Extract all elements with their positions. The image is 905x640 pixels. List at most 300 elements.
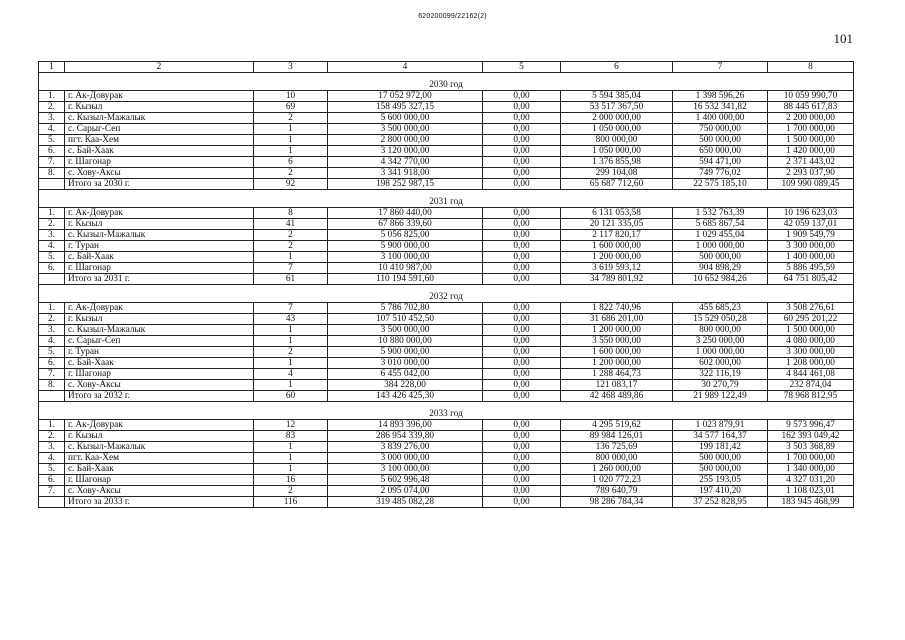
table-cell: 3 550 000,00 (561, 336, 673, 347)
table-cell: 5 685 867,54 (673, 219, 768, 230)
table-cell: с. Хову-Аксы (65, 486, 254, 497)
table-cell: 42 059 137,01 (768, 219, 854, 230)
table-cell: 199 181,42 (673, 442, 768, 453)
table-cell: 107 510 452,50 (328, 314, 483, 325)
table-cell: 4 (254, 369, 328, 380)
table-cell: 2 293 037,90 (768, 168, 854, 179)
table-cell: 17 052 972,00 (328, 91, 483, 102)
table-cell: с. Бай-Хаак (65, 358, 254, 369)
table-cell: 0,00 (483, 380, 561, 391)
table-cell: 3 500 000,00 (328, 124, 483, 135)
table-cell: 34 577 164,37 (673, 431, 768, 442)
table-cell: 2 (254, 230, 328, 241)
table-cell: 299 104,08 (561, 168, 673, 179)
table-cell: 1 500 000,00 (768, 325, 854, 336)
table-cell: 0,00 (483, 113, 561, 124)
table-cell: г. Ак-Довурак (65, 420, 254, 431)
table-cell: 10 196 623,03 (768, 208, 854, 219)
table-cell: 1 050 000,00 (561, 146, 673, 157)
table-cell: 5 900 000,00 (328, 347, 483, 358)
table-cell: 500 000,00 (673, 464, 768, 475)
table-cell: 4. (39, 453, 65, 464)
table-cell: с. Кызыл-Мажалык (65, 442, 254, 453)
table-cell: 1 500 000,00 (768, 135, 854, 146)
table-cell: 0,00 (483, 102, 561, 113)
total-cell: 116 (254, 497, 328, 508)
table-cell: 4. (39, 241, 65, 252)
total-cell: Итого за 2030 г. (65, 179, 254, 190)
table-cell: 5 786 702,80 (328, 303, 483, 314)
table-cell: 5. (39, 135, 65, 146)
table-cell: 2 371 443,02 (768, 157, 854, 168)
table-cell: 12 (254, 420, 328, 431)
total-cell: 0,00 (483, 179, 561, 190)
table-cell: 1 376 855,98 (561, 157, 673, 168)
total-row (39, 497, 854, 508)
table-cell: 0,00 (483, 442, 561, 453)
table-cell: 5 594 385,04 (561, 91, 673, 102)
table-cell: 255 193,05 (673, 475, 768, 486)
total-cell: 319 485 082,28 (328, 497, 483, 508)
table-cell: г. Кызыл (65, 431, 254, 442)
table-cell: 1 (254, 336, 328, 347)
table-cell: 0,00 (483, 486, 561, 497)
table-cell: 3 300 000,00 (768, 241, 854, 252)
table-row (39, 219, 854, 230)
table-cell: г. Шагонар (65, 263, 254, 274)
table-cell: 2 (254, 168, 328, 179)
table-cell: 4 080 000,00 (768, 336, 854, 347)
total-row (39, 274, 854, 285)
table-cell: 1 260 000,00 (561, 464, 673, 475)
table-cell: 88 445 617,83 (768, 102, 854, 113)
table-cell: 2 000 000,00 (561, 113, 673, 124)
table-cell: 7. (39, 486, 65, 497)
table-cell: 455 685,23 (673, 303, 768, 314)
table-cell: 8. (39, 380, 65, 391)
table-row (39, 431, 854, 442)
table-cell: 1. (39, 303, 65, 314)
table-cell: 67 866 339,60 (328, 219, 483, 230)
total-cell: 143 426 425,30 (328, 391, 483, 402)
table-row (39, 369, 854, 380)
table-cell: 1 909 549,79 (768, 230, 854, 241)
table-cell: 1 (254, 464, 328, 475)
column-header: 6 (561, 62, 673, 73)
table-row (39, 325, 854, 336)
table-row (39, 303, 854, 314)
table-cell: 3. (39, 442, 65, 453)
table-cell: 89 984 126,01 (561, 431, 673, 442)
total-cell: Итого за 2031 г. (65, 274, 254, 285)
table-cell: 3 619 593,12 (561, 263, 673, 274)
table-cell: 1 029 455,04 (673, 230, 768, 241)
table-cell: с. Хову-Аксы (65, 168, 254, 179)
total-cell (39, 179, 65, 190)
table-cell: 20 121 335,05 (561, 219, 673, 230)
table-cell: 0,00 (483, 219, 561, 230)
table-cell: с. Сарыг-Сеп (65, 124, 254, 135)
table-cell: 1 (254, 146, 328, 157)
table-cell: 1 (254, 124, 328, 135)
table-cell: 3 100 000,00 (328, 252, 483, 263)
table-cell: 1 398 596,26 (673, 91, 768, 102)
table-cell: 6. (39, 146, 65, 157)
table-cell: 1 (254, 252, 328, 263)
table-cell: 14 893 396,00 (328, 420, 483, 431)
table-cell: 0,00 (483, 314, 561, 325)
table-cell: 0,00 (483, 146, 561, 157)
table-cell: 1 200 000,00 (561, 358, 673, 369)
table-cell: 1 340 000,00 (768, 464, 854, 475)
page-number: 101 (833, 31, 853, 46)
table-cell: с. Бай-Хаак (65, 146, 254, 157)
table-cell: 1 023 879,91 (673, 420, 768, 431)
table-cell: 1 (254, 442, 328, 453)
table-cell: 16 (254, 475, 328, 486)
data-table (38, 61, 854, 508)
table-cell: 1 (254, 358, 328, 369)
total-cell: 109 990 089,45 (768, 179, 854, 190)
table-cell: 2 200 000,00 (768, 113, 854, 124)
table-cell: 1 420 000,00 (768, 146, 854, 157)
table-cell: 594 471,00 (673, 157, 768, 168)
table-cell: 5 602 996,48 (328, 475, 483, 486)
table-cell: г. Ак-Довурак (65, 303, 254, 314)
table-cell: 3 120 000,00 (328, 146, 483, 157)
table-cell: г. Туран (65, 241, 254, 252)
table-cell: 1 050 000,00 (561, 124, 673, 135)
table-cell: 3 000 000,00 (328, 453, 483, 464)
table-cell: 1 020 772,23 (561, 475, 673, 486)
table-cell: 2 117 820,17 (561, 230, 673, 241)
table-cell: 0,00 (483, 303, 561, 314)
table-cell: с. Бай-Хаак (65, 464, 254, 475)
table-cell: 0,00 (483, 124, 561, 135)
table-cell: 15 529 050,28 (673, 314, 768, 325)
table-cell: 6. (39, 263, 65, 274)
table-cell: 6. (39, 475, 65, 486)
table-row (39, 146, 854, 157)
table-cell: 5. (39, 252, 65, 263)
table-cell: 3. (39, 230, 65, 241)
total-cell: 110 194 591,60 (328, 274, 483, 285)
total-cell: 42 468 489,86 (561, 391, 673, 402)
table-cell: 1 (254, 135, 328, 146)
table-cell: 0,00 (483, 263, 561, 274)
total-cell: 22 575 185,10 (673, 179, 768, 190)
table-cell: 2 (254, 347, 328, 358)
year-heading-row (39, 190, 854, 208)
table-cell: 6 (254, 157, 328, 168)
table-cell: 69 (254, 102, 328, 113)
table-cell: 5 900 000,00 (328, 241, 483, 252)
table-cell: 0,00 (483, 336, 561, 347)
year-heading-row (39, 73, 854, 91)
total-cell: 61 (254, 274, 328, 285)
table-row (39, 453, 854, 464)
total-cell: 0,00 (483, 391, 561, 402)
column-header: 7 (673, 62, 768, 73)
table-cell: 800 000,00 (561, 135, 673, 146)
table-cell: 0,00 (483, 358, 561, 369)
table-cell: 2 095 074,00 (328, 486, 483, 497)
column-header: 2 (65, 62, 254, 73)
table-cell: 1 600 000,00 (561, 241, 673, 252)
table-cell: 0,00 (483, 241, 561, 252)
table-cell: 0,00 (483, 157, 561, 168)
table-cell: 2 (254, 113, 328, 124)
table-cell: 6. (39, 358, 65, 369)
table-cell: 0,00 (483, 420, 561, 431)
table-cell: 2 800 000,00 (328, 135, 483, 146)
table-cell: 1. (39, 91, 65, 102)
table-cell: 0,00 (483, 208, 561, 219)
table-cell: 1 400 000,00 (673, 113, 768, 124)
table-cell: 232 874,04 (768, 380, 854, 391)
table-cell: 10 (254, 91, 328, 102)
table-cell: 1 200 000,00 (561, 252, 673, 263)
table-cell: г. Туран (65, 347, 254, 358)
table-cell: 60 295 201,22 (768, 314, 854, 325)
table-cell: 0,00 (483, 464, 561, 475)
table-cell: 41 (254, 219, 328, 230)
table-cell: 10 410 987,00 (328, 263, 483, 274)
table-row (39, 208, 854, 219)
table-cell: 158 495 327,15 (328, 102, 483, 113)
column-header: 4 (328, 62, 483, 73)
table-cell: 0,00 (483, 325, 561, 336)
table-cell: 10 059 990,70 (768, 91, 854, 102)
year-heading: 2032 год (39, 285, 854, 303)
table-cell: 197 410,20 (673, 486, 768, 497)
table-cell: 500 000,00 (673, 135, 768, 146)
table-cell: 2. (39, 102, 65, 113)
table-cell: 3 508 276,61 (768, 303, 854, 314)
table-row (39, 135, 854, 146)
table-cell: 1 208 000,00 (768, 358, 854, 369)
table-cell: 5. (39, 464, 65, 475)
total-cell: 64 751 805,42 (768, 274, 854, 285)
table-cell: 1 000 000,00 (673, 241, 768, 252)
year-heading-row (39, 402, 854, 420)
total-cell: 98 286 784,34 (561, 497, 673, 508)
table-cell: 1 (254, 380, 328, 391)
table-cell: 4. (39, 336, 65, 347)
table-cell: г. Кызыл (65, 314, 254, 325)
table-cell: 7. (39, 369, 65, 380)
total-row (39, 179, 854, 190)
total-cell: 198 252 987,15 (328, 179, 483, 190)
table-cell: 1 (254, 453, 328, 464)
table-row (39, 347, 854, 358)
table-row (39, 168, 854, 179)
table-cell: 9 573 996,47 (768, 420, 854, 431)
table-cell: с. Кызыл-Мажалык (65, 230, 254, 241)
table-cell: 0,00 (483, 347, 561, 358)
table-cell: 1 700 000,00 (768, 453, 854, 464)
total-cell: 21 989 122,49 (673, 391, 768, 402)
table-cell: 1 200 000,00 (561, 325, 673, 336)
total-cell: Итого за 2033 г. (65, 497, 254, 508)
table-row (39, 157, 854, 168)
table-cell: 16 532 341,82 (673, 102, 768, 113)
table-cell: 1 108 023,01 (768, 486, 854, 497)
table-cell: г. Ак-Довурак (65, 91, 254, 102)
total-cell: 34 789 801,92 (561, 274, 673, 285)
table-row (39, 263, 854, 274)
table-cell: 5 600 000,00 (328, 113, 483, 124)
table-row (39, 113, 854, 124)
table-cell: 0,00 (483, 431, 561, 442)
table-cell: 2. (39, 314, 65, 325)
table-cell: 0,00 (483, 453, 561, 464)
table-cell: 7 (254, 263, 328, 274)
table-cell: 3 500 000,00 (328, 325, 483, 336)
table-row (39, 420, 854, 431)
column-header-row (39, 62, 854, 73)
table-cell: г. Кызыл (65, 219, 254, 230)
table-cell: 3. (39, 113, 65, 124)
table-cell: 286 954 339,80 (328, 431, 483, 442)
table-cell: 3 839 276,00 (328, 442, 483, 453)
table-row (39, 124, 854, 135)
total-cell: 78 968 812,95 (768, 391, 854, 402)
table-cell: 5 886 495,59 (768, 263, 854, 274)
year-heading: 2033 год (39, 402, 854, 420)
table-cell: 1 288 464,73 (561, 369, 673, 380)
table-cell: 7. (39, 157, 65, 168)
table-cell: 1. (39, 208, 65, 219)
table-cell: 43 (254, 314, 328, 325)
table-cell: 650 000,00 (673, 146, 768, 157)
column-header: 1 (39, 62, 65, 73)
year-heading-row (39, 285, 854, 303)
table-cell: 0,00 (483, 168, 561, 179)
table-cell: 4 327 031,20 (768, 475, 854, 486)
table-cell: г. Шагонар (65, 475, 254, 486)
table-cell: 162 393 049,42 (768, 431, 854, 442)
table-cell: 2 (254, 241, 328, 252)
table-cell: 3 010 000,00 (328, 358, 483, 369)
table-cell: 83 (254, 431, 328, 442)
total-cell: 65 687 712,60 (561, 179, 673, 190)
table-cell: г. Шагонар (65, 157, 254, 168)
table-row (39, 486, 854, 497)
column-header: 3 (254, 62, 328, 73)
table-row (39, 336, 854, 347)
table-cell: 3. (39, 325, 65, 336)
table-cell: 749 776,02 (673, 168, 768, 179)
table-cell: 500 000,00 (673, 453, 768, 464)
table-cell: 789 640,79 (561, 486, 673, 497)
table-cell: 53 517 367,50 (561, 102, 673, 113)
total-cell: Итого за 2032 г. (65, 391, 254, 402)
table-cell: 0,00 (483, 135, 561, 146)
table-row (39, 102, 854, 113)
table-cell: 31 686 201,00 (561, 314, 673, 325)
table-cell: с. Кызыл-Мажалык (65, 113, 254, 124)
table-row (39, 241, 854, 252)
table-row (39, 380, 854, 391)
total-cell (39, 274, 65, 285)
table-cell: 8 (254, 208, 328, 219)
table-cell: г. Шагонар (65, 369, 254, 380)
table-cell: 121 083,17 (561, 380, 673, 391)
table-cell: 1 000 000,00 (673, 347, 768, 358)
table-cell: 0,00 (483, 230, 561, 241)
table-cell: 4. (39, 124, 65, 135)
table-cell: 1 600 000,00 (561, 347, 673, 358)
table-cell: пгт. Каа-Хем (65, 135, 254, 146)
table-cell: 0,00 (483, 369, 561, 380)
table-cell: 0,00 (483, 91, 561, 102)
table-cell: 8. (39, 168, 65, 179)
table-cell: 1 400 000,00 (768, 252, 854, 263)
table-cell: 1 822 740,96 (561, 303, 673, 314)
table-row (39, 314, 854, 325)
table-cell: 17 860 440,00 (328, 208, 483, 219)
table-cell: 602 000,00 (673, 358, 768, 369)
table-cell: 7 (254, 303, 328, 314)
total-cell: 10 652 984,26 (673, 274, 768, 285)
table-cell: 500 000,00 (673, 252, 768, 263)
table-cell: с. Кызыл-Мажалык (65, 325, 254, 336)
total-cell: 183 945 468,99 (768, 497, 854, 508)
table-cell: 4 342 770,00 (328, 157, 483, 168)
table-row (39, 464, 854, 475)
table-cell: с. Бай-Хаак (65, 252, 254, 263)
table-cell: 1 700 000,00 (768, 124, 854, 135)
table-cell: 6 131 053,58 (561, 208, 673, 219)
table-cell: 0,00 (483, 475, 561, 486)
table-cell: 3 300 000,00 (768, 347, 854, 358)
table-row (39, 252, 854, 263)
table-cell: 384 228,00 (328, 380, 483, 391)
table-cell: 1 532 763,39 (673, 208, 768, 219)
table-cell: 800 000,00 (673, 325, 768, 336)
table-cell: г. Ак-Довурак (65, 208, 254, 219)
table-cell: с. Сарыг-Сеп (65, 336, 254, 347)
table-row (39, 91, 854, 102)
table-cell: 3 503 368,89 (768, 442, 854, 453)
table-cell: 904 898,29 (673, 263, 768, 274)
table-cell: 5 056 825,00 (328, 230, 483, 241)
table-cell: 10 880 000,00 (328, 336, 483, 347)
table-cell: 2. (39, 431, 65, 442)
table-row (39, 475, 854, 486)
table-cell: 5. (39, 347, 65, 358)
total-cell: 60 (254, 391, 328, 402)
table-cell: 1 (254, 325, 328, 336)
table-cell: 2 (254, 486, 328, 497)
table-cell: 4 295 519,62 (561, 420, 673, 431)
total-cell (39, 497, 65, 508)
table-cell: с. Хову-Аксы (65, 380, 254, 391)
table-cell: 3 100 000,00 (328, 464, 483, 475)
table-cell: 1. (39, 420, 65, 431)
column-header: 8 (768, 62, 854, 73)
table-cell: 3 250 000,00 (673, 336, 768, 347)
total-cell: 0,00 (483, 497, 561, 508)
total-cell: 37 252 828,95 (673, 497, 768, 508)
year-heading: 2031 год (39, 190, 854, 208)
table-row (39, 230, 854, 241)
table-cell: г. Кызыл (65, 102, 254, 113)
table-cell: 30 270,79 (673, 380, 768, 391)
table-cell: 136 725,69 (561, 442, 673, 453)
table-row (39, 358, 854, 369)
